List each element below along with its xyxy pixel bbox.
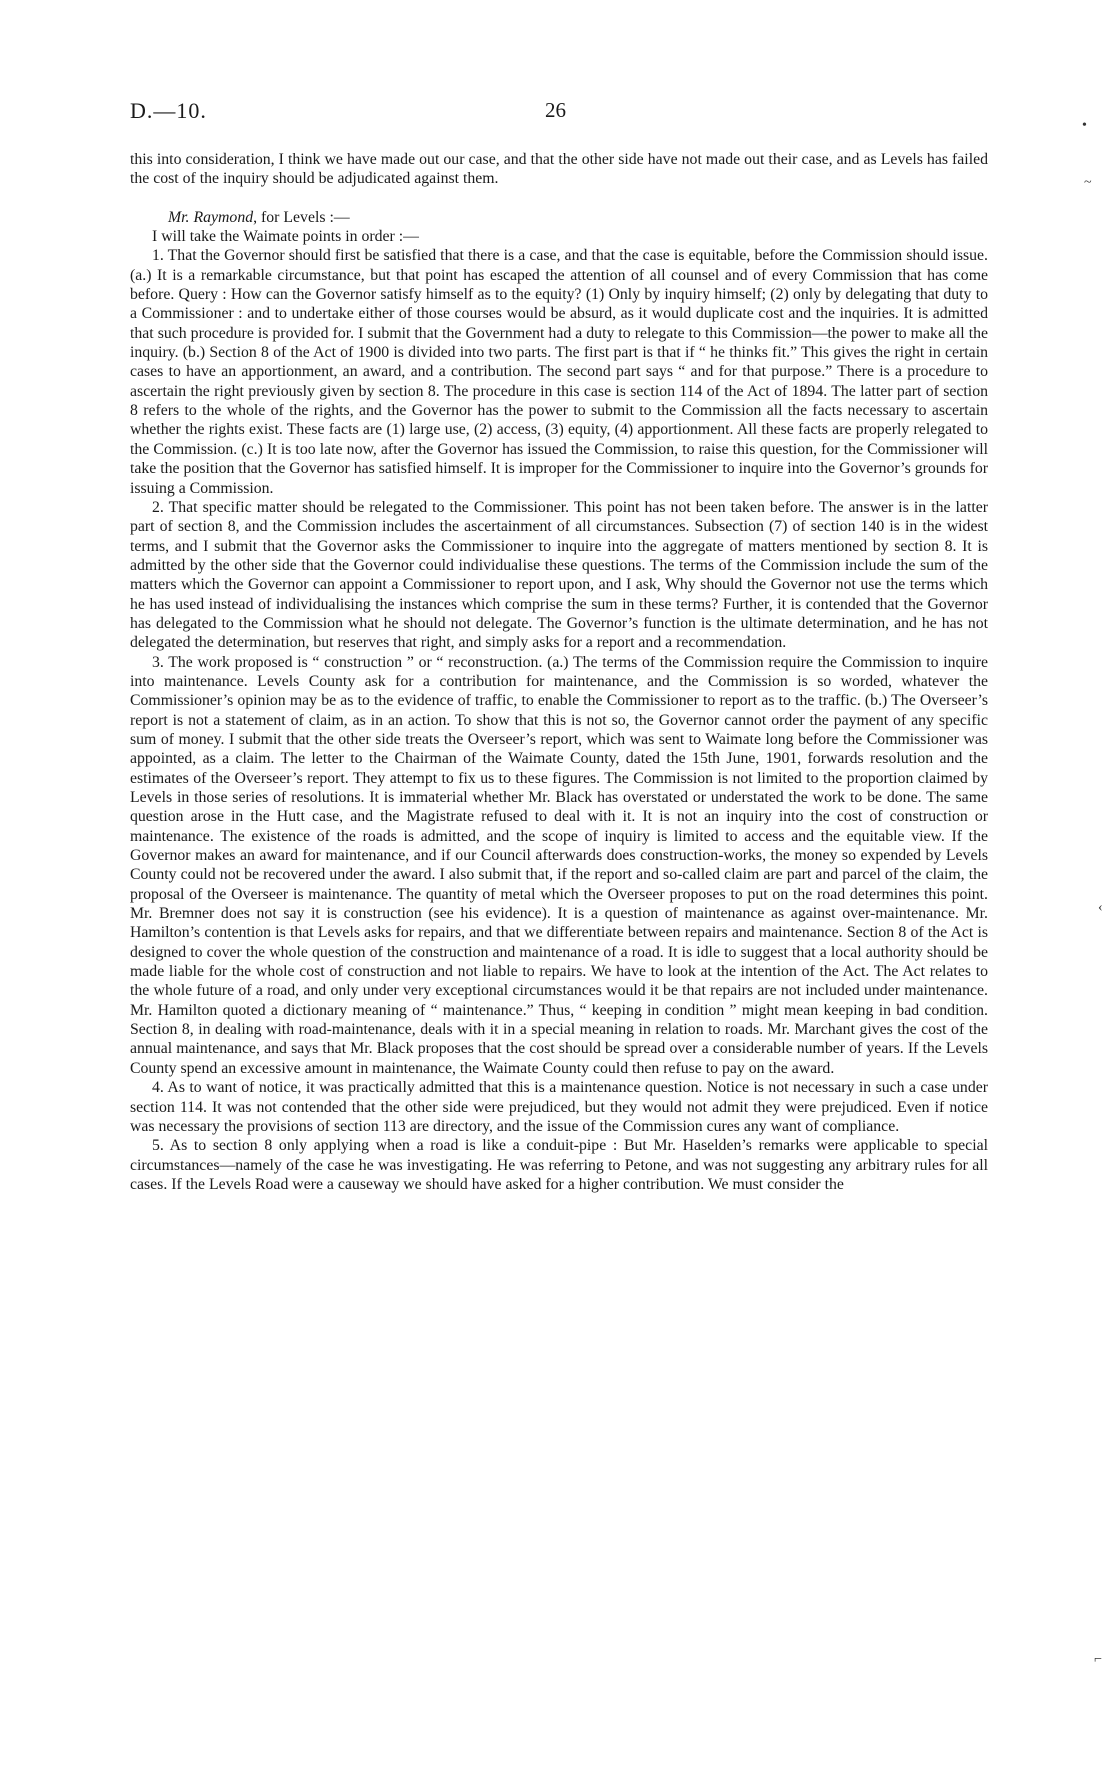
paragraph-point-2: 2. That specific matter should be relegated to the Commissioner. This point has not been taken before. The answer is in the latter part of section 8, and the Commission includes the ascertainment of all circumstances. Subsection (7) of section 140 is in the widest terms, and I submit that the Governor asks the Commissioner to inquire into the aggregate of matters mentioned by section 8. It is admitted by the other side that the Governor could individualise these questions. The terms of the Commission include the sum of the matters which the Governor can appoint a Commissioner to report upon, and I ask, Why should the Governor not use the terms which he has used instead of individualising the instances which comprise the sum in these terms? Further, it is contended that the Governor has delegated to the Commission what he should not delegate. The Governor’s function is the ultimate determination, and he has not delegated the determination, but reserves that right, and simply asks for a report and a recommendation.: [130, 498, 988, 652]
paragraph-continuation: this into consideration, I think we have made out our case, and that the other side have not made out their case, and as Levels has failed the cost of the inquiry should be adjudicated against them.: [130, 151, 988, 188]
speaker-line: [130, 208, 988, 227]
paragraph-intro: I will take the Waimate points in order :—: [152, 228, 419, 246]
paragraph-point-4: 4. As to want of notice, it was practically admitted that this is a maintenance question. Notice is not necessary in such a case under section 114. It was not contended that the other side were prejudiced, but they would not admit they were prejudiced. Even if notice was necessary the provisions of section 113 are directory, and the issue of the Commission cures any want of compliance.: [130, 1079, 988, 1135]
margin-dot-mark: •: [1082, 118, 1087, 133]
page-header: [130, 98, 990, 128]
document-reference: D.—10.: [130, 98, 207, 123]
margin-scan-mark: ~: [1084, 175, 1092, 190]
speaker-suffix: , for Levels :—: [253, 208, 350, 226]
body-text: [130, 150, 988, 1194]
page-number: 26: [545, 98, 566, 122]
margin-scan-mark: ⌐: [1094, 1652, 1102, 1667]
paragraph-point-3: 3. The work proposed is “ construction ” or “ reconstruction. (a.) The terms of the Commission require the Commission to inquire into maintenance. Levels County ask for a contribution for maintenance, and the Commission is so worded, whatever the Commissioner’s opinion may be as to the evidence of traffic, to enable the Commissioner to report as to the traffic. (b.) The Overseer’s report is not a statement of claim, as in an action. To show that this is not so, the Governor cannot order the payment of any specific sum of money. I submit that the other side treats the Overseer’s report, which was sent to Waimate long before the Commissioner was appointed, as a claim. The letter to the Chairman of the Waimate County, dated the 15th June, 1901, forwards resolution and the estimates of the Overseer’s report. They attempt to fix us to these figures. The Commission is not limited to the proportion claimed by Levels in those series of resolutions. It is immaterial whether Mr. Black has overstated or understated the work to be done. The same question arose in the Hutt case, and the Magistrate refused to deal with it. It is not an inquiry into the cost of construction or maintenance. The existence of the roads is admitted, and the scope of inquiry is limited to access and the equitable view. If the Governor makes an award for maintenance, and if our Council afterwards does construction-works, the money so expended by Levels County could not be recovered under the award. I also submit that, if the report and so-called claim are part and parcel of the claim, the proposal of the Overseer is maintenance. The quantity of metal which the Overseer proposes to put on the road determines this point. Mr. Bremner does not say it is construction (see his evidence). It is a question of maintenance as against over-maintenance. Mr. Hamilton’s contention is that Levels asks for repairs, and that we differentiate between repairs and maintenance. Section 8 of the Act is designed to cover the whole question of the construction and maintenance of a road. It is idle to suggest that a local authority should be made liable for the whole cost of construction and not liable to repairs. We have to look at the intention of the Act. The Act relates to the whole future of a road, and only under very exceptional circumstances would it be that repairs are not included under maintenance. Mr. Hamilton quoted a dictionary meaning of “ maintenance.” Thus, “ keeping in condition ” might mean keeping in bad condition. Section 8, in dealing with road-maintenance, deals with it in a special meaning in relation to roads. Mr. Marchant gives the cost of the annual maintenance, and says that Mr. Black proposes that the cost should be spread over a considerable number of years. If the Levels County spend an excessive amount in maintenance, the Waimate County could then refuse to pay on the award.: [130, 653, 988, 1077]
speaker-name: Mr. Raymond: [168, 208, 254, 226]
paragraph-point-1: 1. That the Governor should first be satisfied that there is a case, and that the case is equitable, before the Commission should issue. (a.) It is a remarkable circumstance, but that point has escaped the attention of all counsel and of every Commission that has come before. Query : How can the Governor satisfy himself as to the equity? (1) Only by inquiry himself; (2) only by delegating that duty to a Commissioner : and to undertake either of those courses would be absurd, as it would duplicate cost and the inquiries. It is admitted that such procedure is provided for. I submit that the Government had a duty to relegate to this Commission—the power to make all the inquiry. (b.) Section 8 of the Act of 1900 is divided into two parts. The first part is that if “ he thinks fit.” This gives the right in certain cases to have an apportionment, an award, and a contribution. The second part says “ and for that purpose.” There is a procedure to ascertain the right previously given by section 8. The procedure in this case is section 114 of the Act of 1894. The latter part of section 8 refers to the whole of the rights, and the Governor has the power to submit to the Commission all the facts necessary to ascertain whether the rights exist. These facts are (1) large use, (2) access, (3) equity, (4) apportionment. All these facts are properly relegated to the Commission. (c.) It is too late now, after the Governor has issued the Commission, to raise this question, for the Commissioner will take the position that the Governor has satisfied himself. It is improper for the Commissioner to inquire into the Governor’s grounds for issuing a Commission.: [130, 247, 988, 497]
margin-scan-mark: ‹: [1098, 900, 1103, 915]
paragraph-point-5: 5. As to section 8 only applying when a road is like a conduit-pipe : But Mr. Haselden’s remarks were applicable to special circumstances—namely of the case he was investigating. He was referring to Petone, and was not suggesting any arbitrary rules for all cases. If the Levels Road were a causeway we should have asked for a higher contribution. We must consider the: [130, 1137, 988, 1193]
